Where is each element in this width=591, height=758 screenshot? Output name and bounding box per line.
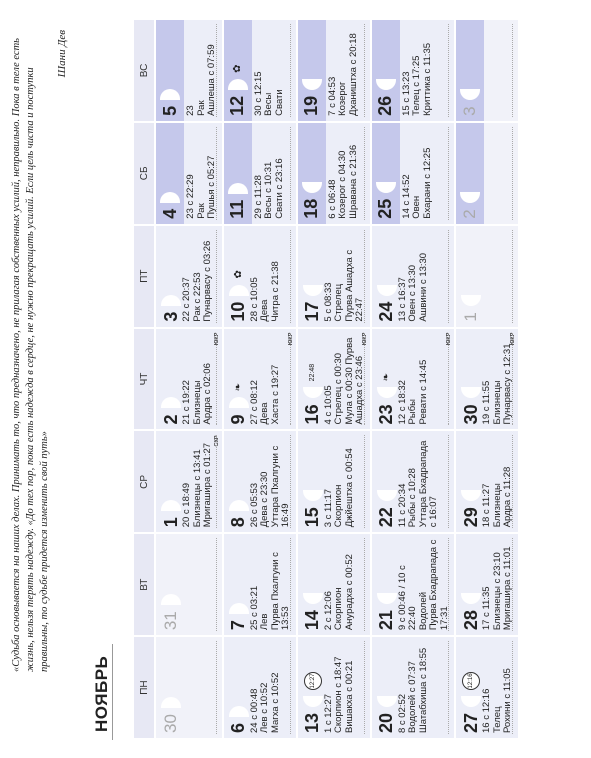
day-detail-line: 14 с 14:52	[400, 174, 412, 219]
day-cell[interactable]	[222, 429, 296, 532]
day-detail-line: 6 с 06:48	[326, 179, 338, 219]
day-tag: ЮКР	[213, 332, 220, 346]
day-detail-line: Мригашира с 11:01	[502, 546, 513, 631]
moon-phase-icon	[229, 500, 249, 511]
day-number: 17	[302, 301, 322, 322]
moon-phase-icon	[461, 696, 481, 707]
day-detail-line: 21 с 19:22	[181, 380, 192, 425]
moon-phase-icon	[160, 89, 180, 100]
moon-phase-icon	[229, 603, 249, 614]
day-detail-line: Близнецы	[191, 380, 203, 425]
dotted-separator	[216, 24, 217, 117]
day-detail-line: 24 с 00:48	[248, 688, 260, 733]
moon-phase-icon	[228, 183, 248, 194]
dotted-separator	[364, 127, 365, 220]
moon-phase-icon	[377, 593, 397, 604]
day-cell[interactable]	[296, 635, 370, 738]
day-detail-line: 23 с 22:29	[185, 174, 196, 219]
day-cell[interactable]	[454, 18, 518, 121]
day-number: 20	[376, 712, 396, 733]
day-detail-line: Бхарани с 12:25	[421, 147, 433, 219]
moon-phase-icon	[460, 89, 480, 100]
day-detail-line: 19 с 11:55	[481, 380, 492, 425]
moon-phase-icon	[229, 706, 249, 717]
day-cell[interactable]	[454, 532, 518, 635]
moon-phase-icon	[303, 593, 323, 604]
day-detail-line: Лев с 10:52	[259, 682, 270, 733]
day-detail-line: Рак	[195, 203, 207, 219]
day-detail-line: Уттара Пхалгуни с 16:49	[269, 445, 291, 528]
day-detail-line: 27 с 08:12	[248, 380, 260, 425]
day-detail-line: Близнецы с 13:41	[191, 449, 203, 528]
day-detail-line: 1 с 12:27	[322, 693, 334, 733]
day-number: 6	[228, 722, 248, 733]
dotted-separator	[290, 127, 291, 220]
day-detail-line: Шравана с 21:36	[347, 144, 359, 219]
day-detail-line: Дева	[259, 402, 270, 425]
day-detail-line: Пушья с 05:27	[206, 155, 217, 219]
day-detail-line: 17 с 11:35	[481, 586, 492, 631]
day-detail-line: 22 с 20:37	[181, 277, 192, 322]
day-detail-line: 7 с 04:53	[326, 76, 338, 116]
dotted-separator	[512, 435, 513, 528]
dotted-separator	[448, 641, 449, 734]
moon-phase-icon	[303, 387, 323, 398]
day-detail-line: Дева с 23:30	[259, 471, 270, 528]
day-cell[interactable]	[296, 429, 370, 532]
day-detail-line: Криттика с 11:35	[421, 42, 433, 116]
moon-phase-icon	[377, 285, 397, 296]
day-number: 5	[159, 105, 180, 116]
day-number: 24	[376, 301, 396, 322]
feather-icon: ❧	[381, 373, 392, 382]
weekday-header: ВТ	[134, 532, 154, 635]
day-cell[interactable]	[296, 532, 370, 635]
day-detail-line: Козерог	[337, 81, 348, 116]
day-number: 16	[302, 404, 322, 425]
day-detail-line: Скорпион	[333, 587, 344, 631]
moon-phase-icon	[228, 79, 248, 90]
moon-phase-icon	[229, 397, 249, 408]
day-detail-line: 15 с 13:23	[400, 71, 412, 116]
moon-phase-icon	[161, 594, 181, 605]
weekday-header: ЧТ	[134, 327, 154, 430]
day-detail-line: 23	[185, 105, 196, 116]
dotted-separator	[290, 230, 291, 323]
moon-phase-icon	[376, 79, 396, 90]
day-cell[interactable]	[370, 121, 455, 224]
day-number: 7	[228, 620, 248, 631]
day-detail-line: Дхаништха с 20:18	[347, 33, 359, 116]
day-number: 15	[302, 507, 322, 528]
day-number: 30	[460, 404, 481, 425]
day-detail-line: Пунарвасу с 12:31	[502, 343, 513, 425]
day-detail-line: Стрелец	[333, 283, 344, 322]
day-detail-line: 12 с 18:32	[396, 380, 408, 425]
dotted-separator	[512, 230, 513, 323]
day-number: 19	[301, 95, 321, 116]
day-detail-line: 30 с 12:15	[252, 71, 264, 116]
day-detail-line: Дева	[259, 299, 270, 322]
moon-phase-icon	[376, 182, 396, 193]
day-detail-line: Скорпион	[333, 484, 344, 528]
day-number: 1	[160, 517, 181, 528]
weekday-header: СБ	[134, 121, 154, 224]
dotted-separator	[448, 24, 449, 117]
day-detail-line: 25 с 03:21	[248, 585, 260, 631]
day-cell[interactable]	[222, 532, 296, 635]
dotted-separator	[512, 333, 513, 426]
dotted-separator	[448, 127, 449, 220]
moon-phase-icon	[303, 285, 323, 296]
day-number: 14	[302, 610, 322, 631]
clock-icon: 12:27	[304, 672, 322, 690]
dotted-separator	[364, 230, 365, 323]
dotted-separator	[216, 230, 217, 323]
day-number: 3	[460, 106, 479, 116]
day-number: 3	[160, 311, 181, 322]
day-detail-line: Скорпион с 18:47	[333, 656, 344, 733]
day-cell[interactable]	[154, 224, 222, 327]
day-cell[interactable]	[454, 224, 518, 327]
day-cell[interactable]	[296, 121, 370, 224]
day-number: 30	[161, 714, 180, 733]
day-cell[interactable]	[454, 327, 518, 430]
day-cell[interactable]	[154, 429, 222, 532]
day-tag: ЮКР	[361, 332, 368, 346]
day-number: 12	[227, 95, 247, 116]
moon-phase-icon	[160, 192, 180, 203]
dotted-separator	[448, 435, 449, 528]
day-detail-line: Пунарвасу с 03:26	[202, 240, 213, 322]
day-detail-line: Козерог с 04:30	[337, 150, 348, 219]
day-detail-line: Мригашира с 01:27	[202, 442, 213, 528]
day-number: 29	[460, 507, 481, 528]
day-detail-line: 3 с 11:17	[322, 488, 334, 528]
day-detail-line: Свати	[273, 89, 285, 116]
dotted-separator	[364, 538, 365, 631]
day-detail-line: Телец	[491, 706, 503, 733]
dotted-separator	[448, 333, 449, 426]
day-detail-line: 5 с 08:33	[322, 282, 334, 322]
quote-author: Шани Дев	[56, 30, 68, 78]
dotted-separator	[364, 24, 365, 117]
day-number: 31	[161, 611, 180, 631]
day-detail-line: Джйештха с 00:54	[343, 448, 355, 528]
dotted-separator	[290, 333, 291, 426]
day-number: 2	[160, 414, 181, 425]
day-number: 9	[228, 414, 248, 425]
dotted-separator	[290, 538, 291, 631]
day-detail-line: 18 с 11:27	[481, 483, 492, 528]
day-detail-line: Вишакха с 00:21	[343, 660, 355, 733]
day-tag: ЮКР	[510, 332, 516, 346]
day-number: 21	[376, 610, 396, 631]
day-number: 4	[159, 208, 180, 219]
day-cell[interactable]	[154, 532, 222, 635]
day-cell[interactable]	[370, 18, 455, 121]
day-cell[interactable]	[222, 121, 296, 224]
weekday-header: ВС	[134, 18, 154, 121]
dotted-separator	[512, 127, 513, 220]
dotted-separator	[290, 435, 291, 528]
dotted-separator	[290, 24, 291, 117]
day-detail-line: Свати с 23:16	[273, 158, 285, 219]
moon-phase-icon	[461, 593, 481, 604]
day-detail-line: 11 с 20:34	[396, 483, 408, 528]
day-tag: СКР	[213, 435, 220, 447]
day-detail-line: Стрелец с 00:30	[333, 352, 344, 425]
moon-phase-icon	[303, 696, 323, 707]
dotted-separator	[216, 333, 217, 426]
moon-phase-icon	[161, 295, 181, 306]
day-cell[interactable]	[370, 429, 455, 532]
day-detail-line: Рак	[195, 100, 207, 116]
moon-phase-icon	[461, 490, 481, 501]
day-cell[interactable]	[154, 327, 222, 430]
month-underline	[112, 644, 113, 740]
day-number: 10	[228, 301, 248, 322]
day-detail-line: Водолей с 07:37	[407, 661, 418, 733]
day-detail-line: Близнецы	[491, 380, 503, 425]
day-cell[interactable]	[454, 635, 518, 738]
day-cell[interactable]	[154, 635, 222, 738]
day-detail-line: 16 с 12:16	[481, 688, 492, 733]
day-detail-line: 29 с 11:28	[252, 175, 264, 219]
day-tag: ЮКР	[446, 332, 452, 346]
day-number: 28	[460, 610, 481, 631]
day-detail-line: Шатабхиша с 18:55	[417, 647, 429, 733]
day-cell[interactable]	[370, 532, 455, 635]
day-number: 23	[376, 404, 396, 425]
day-tag: ЮКР	[287, 332, 294, 346]
day-detail-line: Водолей	[417, 591, 429, 631]
day-detail-line: Рыбы	[407, 399, 418, 425]
dotted-separator	[512, 24, 513, 117]
day-detail-line: Анурадха с 00:52	[343, 554, 355, 631]
day-detail-line: 4 с 10:05	[322, 385, 334, 425]
calendar-grid	[134, 18, 582, 738]
day-detail-line: Лев	[259, 613, 270, 631]
dotted-separator	[290, 641, 291, 734]
day-detail-line: Рохини с 11:05	[502, 668, 513, 733]
day-detail-line: Рак с 22:53	[191, 272, 203, 322]
day-detail-line: Пурва Пхалгуни с 13:53	[269, 552, 291, 631]
day-detail-line: Телец с 17:25	[411, 55, 422, 116]
day-detail-line: 28 с 10:05	[248, 277, 260, 322]
day-detail-line: Читра с 21:38	[269, 261, 281, 322]
day-cell[interactable]	[296, 18, 370, 121]
feather-icon: ❧	[233, 383, 244, 392]
day-detail-line: 8 с 02:52	[396, 693, 408, 733]
moon-phase-icon	[302, 79, 322, 90]
day-detail-line: Пурва Ашадха с 22:47	[343, 249, 365, 322]
day-detail-line: 9 с 00:46 / 10 с 22:40	[396, 565, 418, 631]
day-detail-line: Рыбы с 10:28	[407, 468, 418, 528]
day-detail-line: 2 с 12:06	[322, 591, 334, 631]
day-detail-line: Хаста с 19:27	[269, 364, 281, 425]
day-number: 22	[376, 507, 396, 528]
day-cell[interactable]	[222, 635, 296, 738]
flower-icon: ✿	[232, 64, 243, 73]
day-detail-line: Ревати с 14:45	[417, 359, 429, 425]
day-detail-line: Ардра с 02:06	[202, 363, 213, 425]
dotted-separator	[216, 538, 217, 631]
moon-phase-icon	[377, 696, 397, 707]
day-cell[interactable]	[454, 121, 518, 224]
weekday-header: СР	[134, 429, 154, 532]
day-cell[interactable]	[222, 18, 296, 121]
day-cell[interactable]	[154, 121, 222, 224]
day-cell[interactable]	[370, 635, 455, 738]
moon-phase-icon	[229, 285, 249, 296]
day-detail-line: Мула с 00:30 Пурва Ашадха с 23:46	[343, 337, 365, 425]
quote-text: «Судьба основывается на наших делах. Принимать то, что предназначено, не прилагая собственных усилий, неправильно. Пока в теле есть жизнь, нельзя терять надежду. «До тех пор, пока есть надежда в сердце, не нужно прекращать усилий. Если цель чиста и поступки правильны, то судьбе придется изменить свой путь»	[11, 38, 50, 672]
moon-phase-icon	[460, 192, 480, 203]
moon-phase-icon	[461, 295, 481, 306]
dotted-separator	[364, 435, 365, 528]
time-badge: 22:48	[309, 363, 316, 382]
moon-phase-icon	[302, 182, 322, 193]
dotted-separator	[448, 230, 449, 323]
day-cell[interactable]	[454, 429, 518, 532]
day-cell[interactable]	[296, 327, 370, 430]
dotted-separator	[216, 127, 217, 220]
day-detail-line: 26 с 05:53	[248, 482, 260, 528]
day-number: 13	[302, 712, 322, 733]
dotted-separator	[512, 538, 513, 631]
day-number: 2	[460, 209, 479, 219]
day-number: 8	[228, 517, 248, 528]
moon-phase-icon	[161, 397, 181, 408]
moon-phase-icon	[461, 387, 481, 398]
day-detail-line: Ашлеша с 07:59	[206, 44, 217, 116]
day-number: 1	[461, 312, 480, 322]
day-cell[interactable]	[370, 327, 455, 430]
flower-icon: ✿	[233, 270, 244, 279]
month-title: НОЯБРЬ	[92, 655, 111, 732]
day-cell[interactable]	[222, 327, 296, 430]
dotted-separator	[512, 641, 513, 734]
day-cell[interactable]	[154, 18, 222, 121]
dotted-separator	[216, 435, 217, 528]
day-detail-line: Близнецы	[491, 483, 503, 528]
day-detail-line: Весы	[263, 92, 274, 116]
moon-phase-icon	[303, 490, 323, 501]
clock-icon: 12:16	[462, 672, 480, 690]
weekday-header: ПТ	[134, 224, 154, 327]
dotted-separator	[364, 641, 365, 734]
dotted-separator	[448, 538, 449, 631]
day-number: 11	[227, 199, 247, 219]
day-detail-line: Овен	[411, 195, 422, 219]
day-number: 18	[301, 198, 321, 219]
moon-phase-icon	[161, 697, 181, 708]
day-detail-line: Пурва Бхадрапада с 17:31	[428, 539, 450, 631]
dotted-separator	[364, 333, 365, 426]
moon-phase-icon	[377, 490, 397, 501]
day-detail-line: 20 с 18:49	[181, 482, 192, 528]
day-detail-line: Ардра с 11:28	[502, 466, 513, 528]
day-number: 25	[375, 198, 395, 219]
day-detail-line: Ашвини с 13:30	[417, 252, 429, 322]
day-detail-line: Весы с 10:31	[263, 161, 274, 219]
day-number: 26	[375, 95, 395, 116]
moon-phase-icon	[161, 500, 181, 511]
moon-phase-icon	[377, 387, 397, 398]
day-detail-line: Магха с 10:52	[269, 672, 281, 733]
day-number: 27	[460, 712, 481, 733]
day-cell[interactable]	[370, 224, 455, 327]
weekday-header: ПН	[134, 635, 154, 738]
day-detail-line: Близнецы с 23:10	[491, 552, 503, 631]
day-cell[interactable]	[222, 224, 296, 327]
day-detail-line: 13 с 16:37	[396, 277, 408, 322]
day-detail-line: Уттара Бхадрапада с 16:07	[417, 440, 439, 528]
day-detail-line: Овен с 13:30	[407, 264, 418, 322]
dotted-separator	[216, 641, 217, 734]
day-cell[interactable]	[296, 224, 370, 327]
